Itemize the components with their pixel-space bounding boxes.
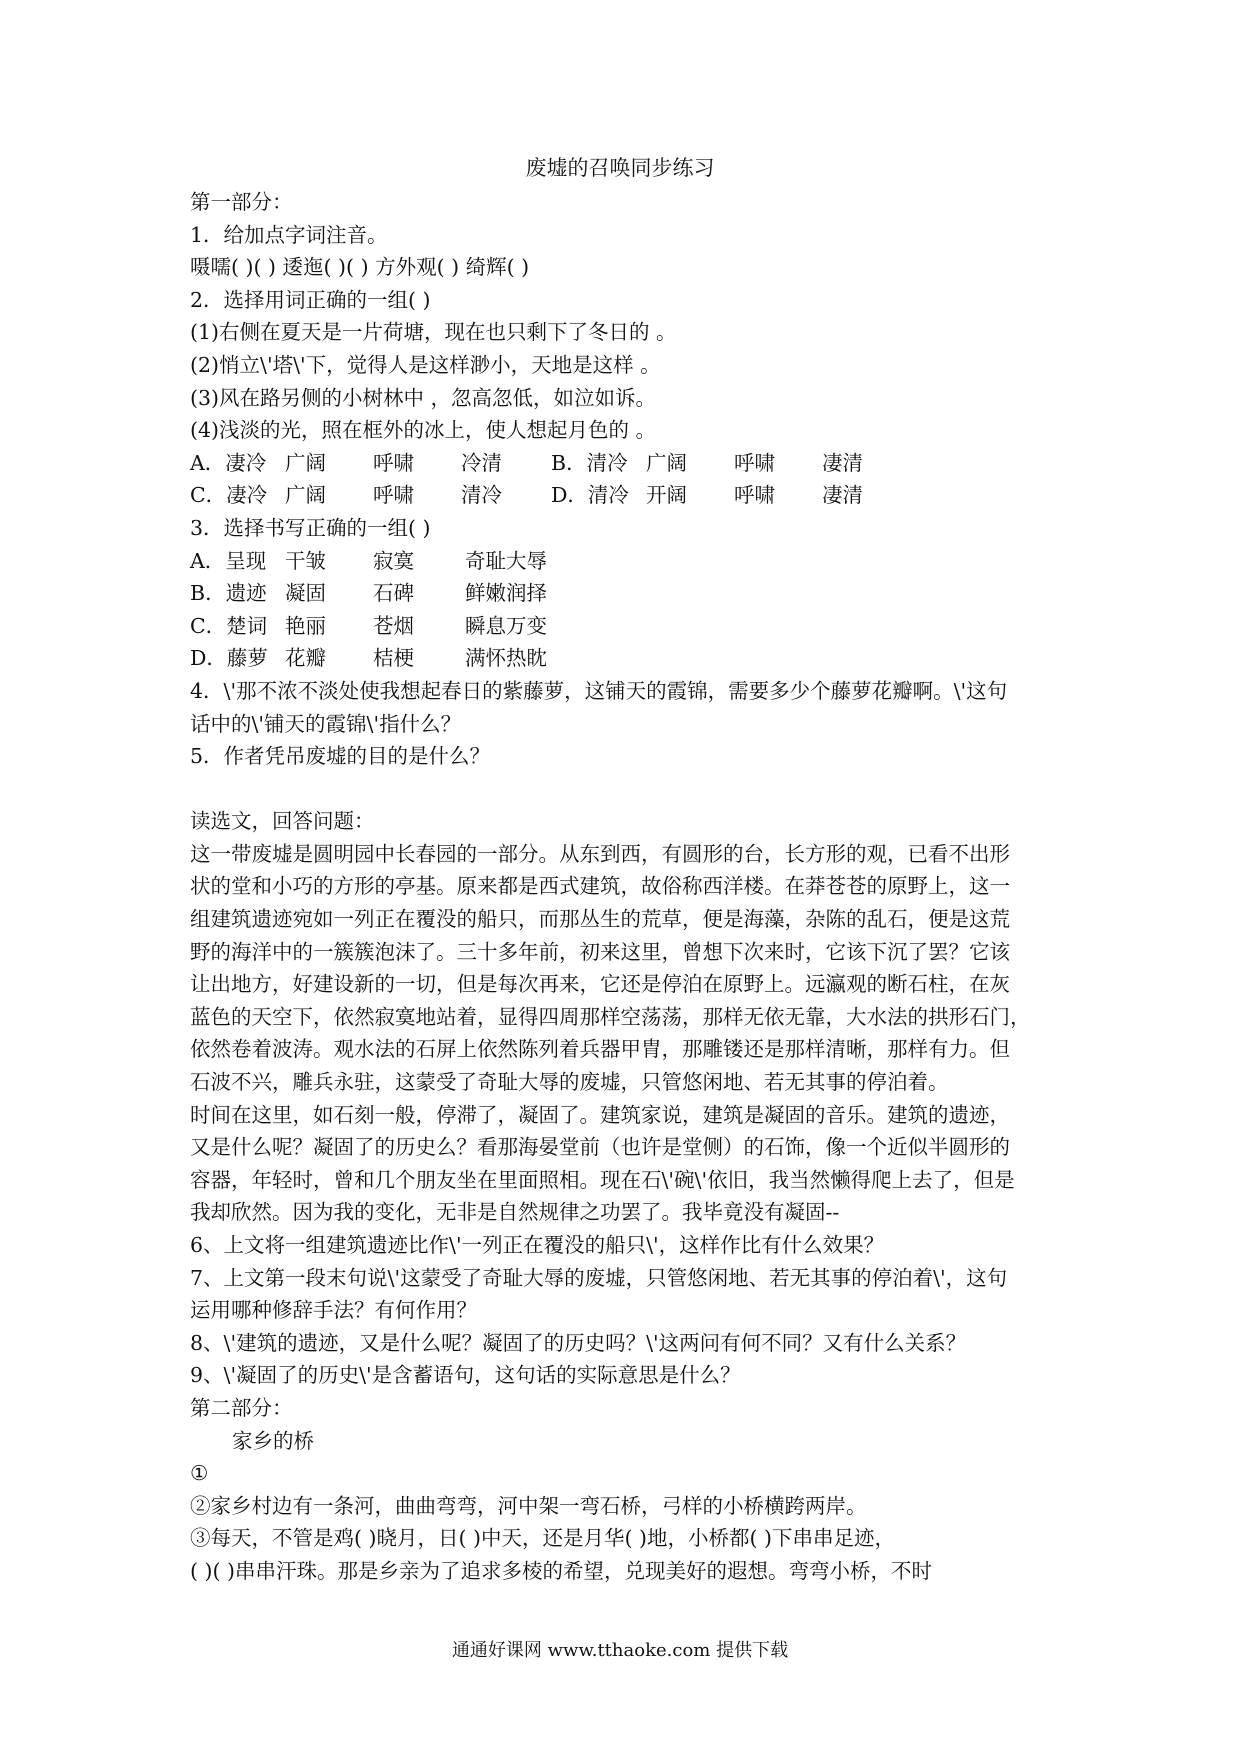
q3-d-word-2: 花瓣 bbox=[285, 646, 326, 671]
page-title: 废墟的召唤同步练习 bbox=[525, 156, 715, 180]
option-c-4: 清冷 bbox=[461, 483, 502, 508]
question-2-sentence-1: (1)右侧在夏天是一片荷塘，现在也只剩下了冬日的 。 bbox=[190, 320, 677, 345]
passage-line: 又是什么呢？凝固了的历史么？看那海晏堂前（也许是堂侧）的石饰，像一个近似半圆形的 bbox=[190, 1135, 1010, 1160]
passage-line: 容器，年轻时，曾和几个朋友坐在里面照相。现在石\'碗\'依旧，我当然懒得爬上去了，但是 bbox=[190, 1167, 1015, 1192]
question-7-line-2: 运用哪种修辞手法？有何作用？ bbox=[190, 1298, 477, 1323]
question-4-line-2: 话中的\'铺天的霞锦\'指什么？ bbox=[190, 711, 462, 736]
passage-line: 状的堂和小巧的方形的亭基。原来都是西式建筑，故俗称西洋楼。在莽苍苍的原野上，这一 bbox=[190, 874, 1010, 899]
q3-d-word-1: D．藤萝 bbox=[190, 646, 268, 671]
document-body bbox=[190, 186, 1070, 1588]
question-1-items: 嗫嚅( )( ) 逶迤( )( ) 方外观( ) 绮辉( ) bbox=[190, 255, 530, 280]
essay-paragraph-3-line-2: ( )( )串串汗珠。那是乡亲为了追求多棱的希望，兑现美好的遐想。弯弯小桥，不时 bbox=[190, 1558, 933, 1583]
passage-line: 时间在这里，如石刻一般，停滞了，凝固了。建筑家说，建筑是凝固的音乐。建筑的遗迹， bbox=[190, 1102, 1010, 1127]
question-3-option-d bbox=[190, 642, 1070, 675]
question-6: 6、上文将一组建筑遗迹比作\'一列正在覆没的船只\'，这样作比有什么效果？ bbox=[190, 1233, 885, 1257]
question-7-line-1: 7、上文第一段末句说\'这蒙受了奇耻大辱的废墟，只管悠闲地、若无其事的停泊着\'，这句 bbox=[190, 1265, 1008, 1290]
q3-b-word-4: 鲜嫩润择 bbox=[465, 581, 547, 606]
essay-title: 家乡的桥 bbox=[232, 1428, 314, 1453]
option-d-2: 开阔 bbox=[646, 483, 687, 508]
option-b-1: B．清冷 bbox=[551, 450, 628, 475]
question-3-stem: 3．选择书写正确的一组( ) bbox=[190, 515, 431, 540]
option-b-3: 呼啸 bbox=[734, 450, 775, 475]
question-2-sentence-2: (2)悄立\'塔\'下，觉得人是这样渺小，天地是这样 。 bbox=[190, 352, 661, 377]
option-a-1: A．凄冷 bbox=[190, 450, 267, 475]
question-5: 5．作者凭吊废墟的目的是什么？ bbox=[190, 744, 491, 769]
part1-heading: 第一部分： bbox=[190, 190, 293, 214]
option-d-1: D．清冷 bbox=[551, 483, 629, 508]
question-1-stem: 1．给加点字词注音。 bbox=[190, 222, 388, 247]
option-a-2: 广阔 bbox=[285, 450, 326, 475]
essay-paragraph-3-line-1: ③每天，不管是鸡( )晓月，日( )中天，还是月华( )地，小桥都( )下串串足迹， bbox=[190, 1526, 896, 1551]
q3-c-word-4: 瞬息万变 bbox=[465, 613, 547, 638]
question-3-option-a bbox=[190, 545, 1070, 578]
reading-heading: 读选文，回答问题： bbox=[190, 809, 375, 834]
q3-a-word-3: 寂寞 bbox=[373, 548, 414, 573]
option-c-1: C．凄冷 bbox=[190, 483, 268, 508]
q3-c-word-3: 苍烟 bbox=[373, 613, 414, 638]
option-c-3: 呼啸 bbox=[373, 483, 414, 508]
option-d-4: 凄清 bbox=[822, 483, 863, 508]
passage-line: 依然卷着波涛。观水法的石屏上依然陈列着兵器甲胄，那雕镂还是那样清晰，那样有力。但 bbox=[190, 1037, 1010, 1062]
q3-c-word-1: C．楚词 bbox=[190, 613, 268, 638]
question-2-sentence-3: (3)风在路另侧的小树林中 ，忽高忽低，如泣如诉。 bbox=[190, 385, 657, 410]
question-2-options-ab bbox=[190, 447, 1070, 480]
q3-d-word-3: 桔梗 bbox=[373, 646, 414, 671]
q3-a-word-2: 干皱 bbox=[285, 548, 326, 573]
q3-d-word-4: 满怀热眈 bbox=[465, 646, 547, 671]
part2-heading: 第二部分： bbox=[190, 1395, 293, 1420]
q3-a-word-4: 奇耻大辱 bbox=[465, 548, 547, 573]
essay-paragraph-2: ②家乡村边有一条河，曲曲弯弯，河中架一弯石桥，弓样的小桥横跨两岸。 bbox=[190, 1493, 867, 1518]
question-8: 8、\'建筑的遗迹，又是什么呢？凝固了的历史吗？\'这两问有何不同？又有什么关系？ bbox=[190, 1330, 967, 1355]
option-c-2: 广阔 bbox=[285, 483, 326, 508]
option-b-4: 凄清 bbox=[822, 450, 863, 475]
question-4-line-1: 4．\'那不浓不淡处使我想起春日的紫藤萝，这铺天的霞锦，需要多少个藤萝花瓣啊。\'这句 bbox=[190, 678, 1008, 703]
passage-line: 我却欣然。因为我的变化，无非是自然规律之功罢了。我毕竟没有凝固-- bbox=[190, 1200, 840, 1225]
question-9: 9、\'凝固了的历史\'是含蓄语句，这句话的实际意思是什么？ bbox=[190, 1363, 741, 1388]
passage-line: 石波不兴，雕兵永驻，这蒙受了奇耻大辱的废墟，只管悠闲地、若无其事的停泊着。 bbox=[190, 1070, 949, 1095]
q3-a-word-1: A．呈现 bbox=[190, 548, 267, 573]
passage-line: 这一带废墟是圆明园中长春园的一部分。从东到西，有圆形的台，长方形的观，已看不出形 bbox=[190, 841, 1010, 866]
question-2-options-cd bbox=[190, 479, 1070, 512]
passage-line: 蓝色的天空下，依然寂寞地站着，显得四周那样空荡荡，那样无依无靠，大水法的拱形石门， bbox=[190, 1004, 1031, 1029]
passage-line: 让出地方，好建设新的一切，但是每次再来，它还是停泊在原野上。远瀛观的断石柱，在灰 bbox=[190, 972, 1010, 997]
q3-b-word-3: 石碑 bbox=[373, 581, 414, 606]
option-a-4: 冷清 bbox=[461, 450, 502, 475]
spacer bbox=[190, 773, 1070, 806]
q3-b-word-1: B．遗迹 bbox=[190, 581, 267, 606]
option-b-2: 广阔 bbox=[646, 450, 687, 475]
essay-paragraph-1: ① bbox=[190, 1461, 209, 1486]
passage-line: 组建筑遗迹宛如一列正在覆没的船只，而那丛生的荒草，便是海藻，杂陈的乱石，便是这荒 bbox=[190, 907, 1010, 932]
question-2-stem: 2．选择用词正确的一组( ) bbox=[190, 287, 431, 312]
q3-c-word-2: 艳丽 bbox=[285, 613, 326, 638]
page-footer: 通通好课网 www.tthaoke.com 提供下载 bbox=[451, 1640, 789, 1661]
q3-b-word-2: 凝固 bbox=[285, 581, 326, 606]
question-2-sentence-4: (4)浅淡的光，照在框外的冰上，使人想起月色的 。 bbox=[190, 418, 657, 443]
question-3-option-c bbox=[190, 610, 1070, 643]
question-3-option-b bbox=[190, 577, 1070, 610]
option-a-3: 呼啸 bbox=[373, 450, 414, 475]
passage-line: 野的海洋中的一簇簇泡沫了。三十多年前，初来这里，曾想下次来时，它该下沉了罢？它该 bbox=[190, 939, 1010, 964]
option-d-3: 呼啸 bbox=[734, 483, 775, 508]
